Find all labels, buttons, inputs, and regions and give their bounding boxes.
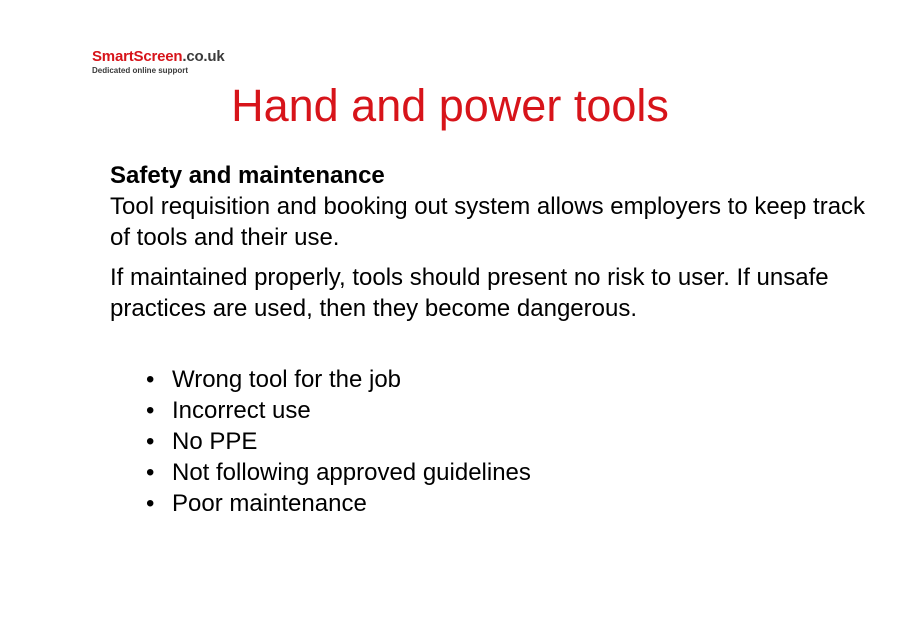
bullet-icon: • [146,428,155,455]
logo-wordmark [92,49,225,64]
smartscreen-logo [92,49,225,75]
logo-brand-text: SmartScreen [92,48,183,65]
bullet-icon: • [146,490,155,517]
bullet-icon: • [146,397,155,424]
logo-tagline: Dedicated online support [92,66,189,75]
paragraph-maintenance: If maintained properly, tools should present no risk to user. If unsafe practices are used, then they become dangerous. [110,264,829,322]
list-item [146,488,870,519]
list-item-text: Wrong tool for the job [172,366,402,393]
slide-title: Hand and power tools [231,80,669,131]
list-item [146,457,870,488]
list-item-text: Not following approved guidelines [172,459,531,486]
paragraph-tool-requisition: Tool requisition and booking out system allows employers to keep track of tools and their use. [110,193,866,251]
section-subheading: Safety and maintenance [110,162,385,189]
list-item [146,426,870,457]
list-item [146,364,870,395]
list-item [146,395,870,426]
list-item-text: Incorrect use [172,397,311,424]
bullet-icon: • [146,366,155,393]
list-item-text: No PPE [172,428,258,455]
bullet-icon: • [146,459,155,486]
list-item-text: Poor maintenance [172,490,367,517]
logo-domain-text: .co.uk [182,48,225,65]
slide-body [110,160,870,519]
hazard-list [110,364,870,519]
